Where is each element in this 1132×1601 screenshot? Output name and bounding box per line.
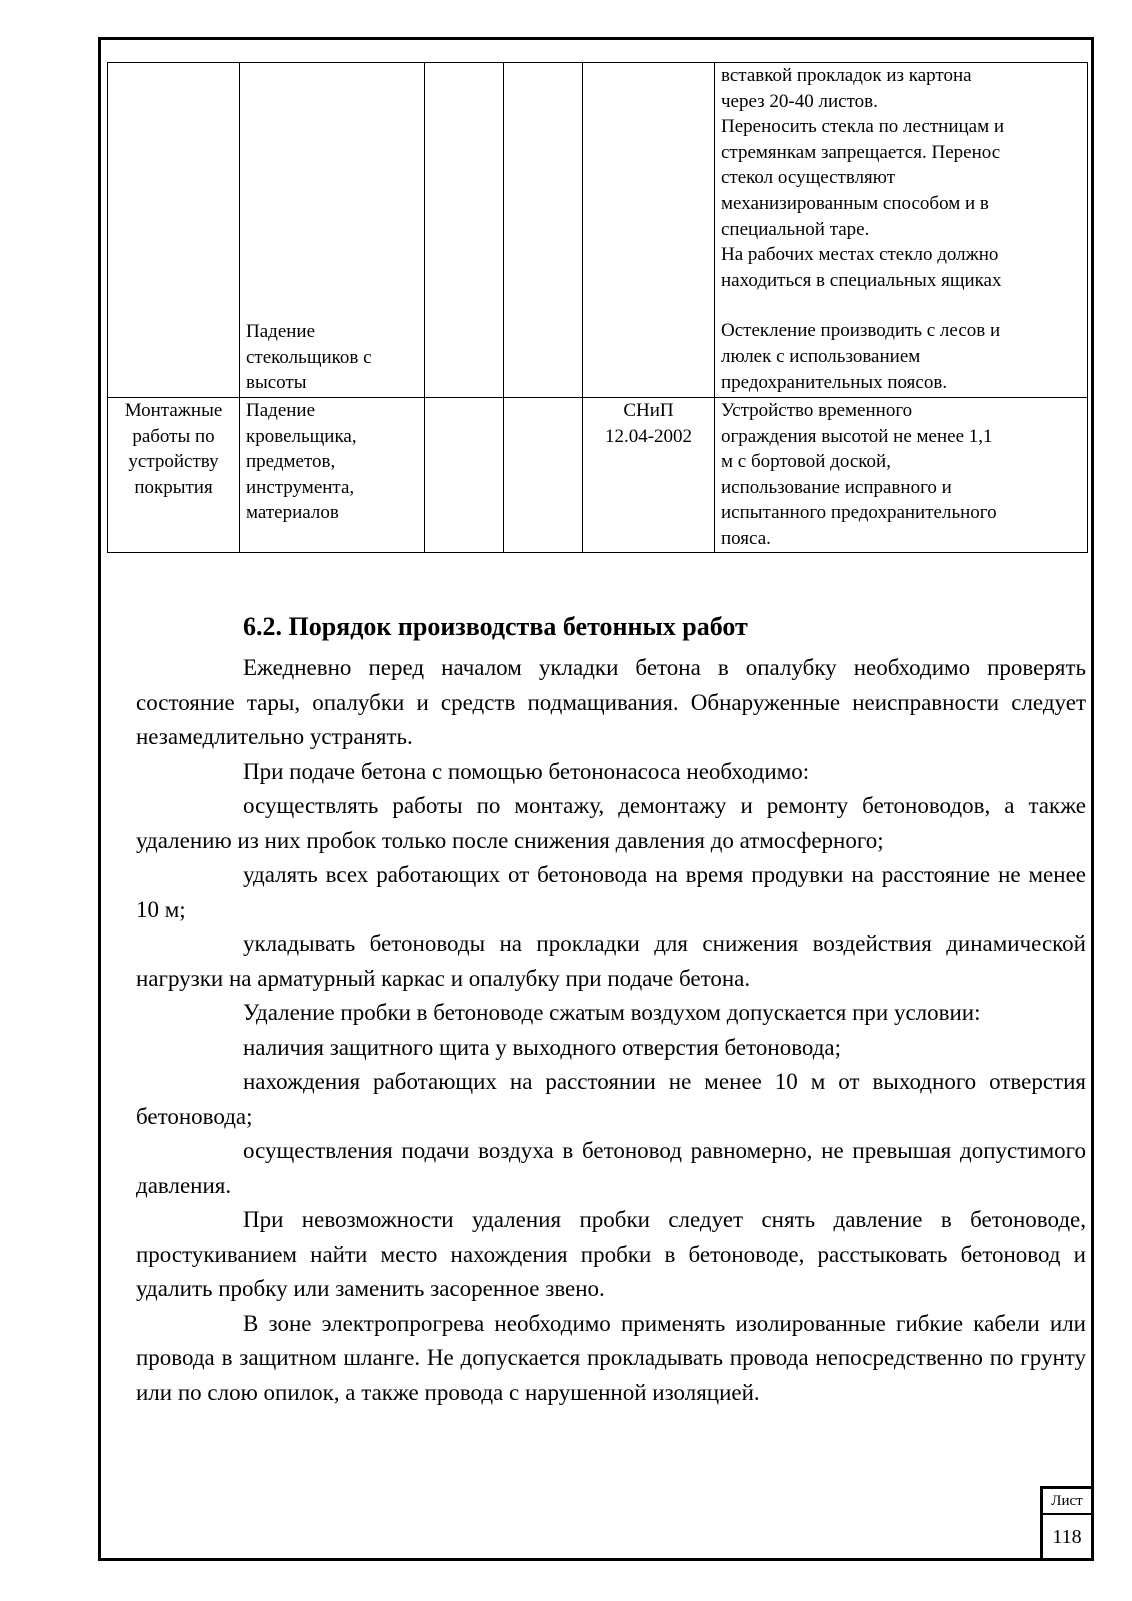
table-cell-measures: Устройство временного ограждения высотой не менее 1,1 м с бортовой доской, использование исправного и испытанного предохранительного пояса.	[715, 398, 1088, 553]
safety-measures-table	[107, 62, 1088, 553]
table-cell-hazard: Падение кровельщика, предметов, инструмента, материалов	[240, 398, 425, 553]
paragraph: Удаление пробки в бетоноводе сжатым воздухом допускается при условии:	[243, 1000, 981, 1025]
table-row	[108, 398, 1088, 553]
paragraph: нахождения работающих на расстоянии не менее 10 м от выходного отверстия бетоновода;	[136, 1069, 1086, 1129]
paragraph: осуществления подачи воздуха в бетоновод равномерно, не превышая допустимого давления.	[136, 1138, 1086, 1198]
table-cell-norm: СНиП 12.04-2002	[583, 398, 715, 553]
table-cell-hazard: Падение стекольщиков с высоты	[240, 63, 425, 398]
paragraph: осуществлять работы по монтажу, демонтажу и ремонту бетоноводов, а также удалению из них пробок только после снижения давления до атмосферного;	[136, 793, 1086, 853]
section-heading: 6.2. Порядок производства бетонных работ	[243, 612, 748, 641]
table-cell-empty	[425, 398, 504, 553]
paragraph: удалять всех работающих от бетоновода на время продувки на расстояние не менее 10 м;	[136, 862, 1086, 922]
paragraph: При подаче бетона с помощью бетононасоса необходимо:	[243, 758, 810, 784]
table-row	[108, 63, 1088, 398]
sheet-number: 118	[1052, 1526, 1082, 1548]
paragraph: Ежедневно перед началом укладки бетона в опалубку необходимо проверять состояние тары, опалубки и средств подмащивания. Обнаруженные неисправности следует незамедлительно устранять.	[136, 655, 1086, 749]
paragraph: наличия защитного щита у выходного отверстия бетоновода;	[243, 1034, 842, 1060]
sheet-number-box	[1040, 1486, 1094, 1561]
paragraph: В зоне электропрогрева необходимо применять изолированные гибкие кабели или провода в защитном шланге. Не допускается прокладывать провода непосредственно по грунту или по слою опилок, а также провода с нарушенной изоляцией.	[136, 1310, 1086, 1405]
paragraph: укладывать бетоноводы на прокладки для снижения воздействия динамической нагрузки на арматурный каркас и опалубку при подаче бетона.	[136, 931, 1086, 991]
table-cell-empty	[425, 63, 504, 398]
table-cell-work-type: Монтажные работы по устройству покрытия	[108, 398, 240, 553]
table-cell-empty	[504, 398, 583, 553]
paragraph: При невозможности удаления пробки следует снять давление в бетоноводе, простукиванием найти место нахождения пробки в бетоноводе, расстыковать бетоновод и удалить пробку или заменить засоренное звено.	[136, 1207, 1086, 1301]
table-cell-measures: вставкой прокладок из картона через 20-40 листов. Переносить стекла по лестницам и стремянкам запрещается. Перенос стекол осуществляют механизированным способом и в специальной таре. На рабочих местах стекло должно находиться в специальных ящиках Остекление производить с лесов и люлек с использованием предохранительных поясов.	[715, 63, 1088, 398]
section-body	[136, 651, 1086, 1410]
table-cell-empty	[504, 63, 583, 398]
table-cell-norm	[583, 63, 715, 398]
sheet-label: Лист	[1043, 1489, 1091, 1515]
table-cell-work-type	[108, 63, 240, 398]
